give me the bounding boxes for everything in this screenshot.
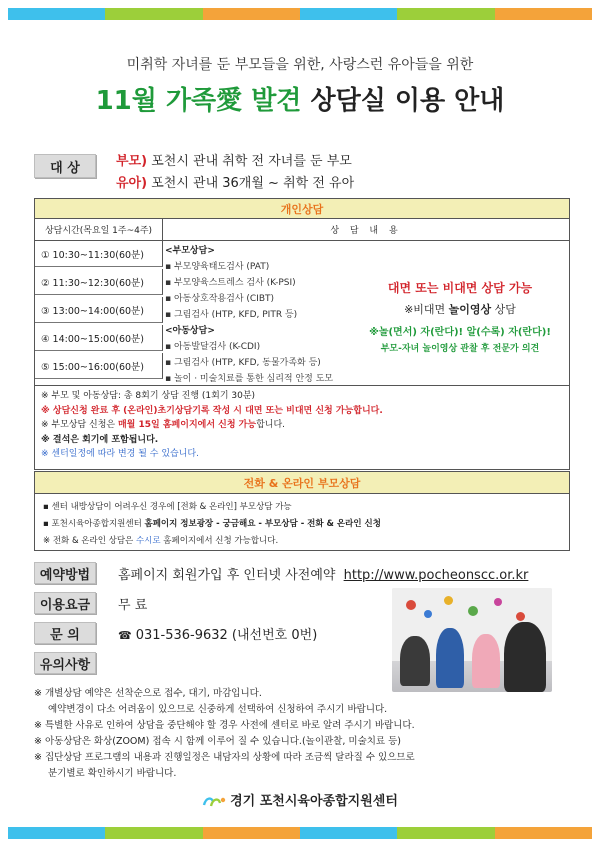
reserve-row — [34, 562, 528, 584]
caution-item: 분기별로 확인하시기 바랍니다. — [48, 768, 177, 779]
service-item: ▪ 부모양육스트레스 검사 (K-PSI) — [165, 278, 296, 288]
paint-handprint — [444, 596, 453, 605]
online-counseling-heading: 전화 & 온라인 부모상담 — [35, 472, 569, 494]
target-child-line — [116, 172, 354, 191]
nonface-pre: ※비대면 — [404, 303, 449, 316]
contact-label: 문 의 — [34, 622, 96, 644]
note-monthly-post: 합니다. — [256, 420, 286, 430]
time-slot-5: ⑤ 15:00~16:00(60분) — [35, 353, 163, 379]
color-segment — [397, 8, 494, 20]
note-absence: ※ 결석은 회기에 포함됩니다. — [41, 434, 159, 445]
color-segment — [8, 8, 105, 20]
color-segment — [397, 827, 494, 839]
reserve-value — [118, 564, 528, 583]
paint-handprint — [468, 606, 478, 616]
child-figure — [436, 628, 464, 688]
note-monthly-pre: ※ 부모상담 신청은 — [41, 420, 118, 430]
time-slot-4: ④ 14:00~15:00(60분) — [35, 325, 163, 351]
color-segment — [203, 8, 300, 20]
fee-row — [34, 592, 147, 614]
individual-counseling-heading: 개인상담 — [35, 199, 569, 219]
target-parent-text: 포천시 관내 취학 전 자녀를 둔 부모 — [151, 154, 352, 169]
column-header-content: 상 담 내 용 — [163, 219, 569, 241]
contact-text: 031-536-9632 (내선번호 0번) — [135, 627, 318, 643]
online-line-3-post: 홈페이지에서 신청 가능합니다. — [160, 536, 279, 546]
note-schedule-change: ※ 센터일정에 따라 변경 될 수 있습니다. — [41, 449, 199, 459]
title-part-black: 상담실 이용 안내 — [310, 86, 505, 116]
note-sessions: ※ 부모 및 아동상담: 총 8회기 상담 진행 (1회기 30분) — [41, 391, 256, 401]
caution-item: 예약변경이 다소 어려움이 있으므로 신중하게 선택하여 신청하여 주시기 바랍니다. — [48, 704, 388, 715]
target-child-who: 유아) — [116, 176, 148, 191]
bottom-color-bar — [8, 827, 592, 839]
reserve-text: 홈페이지 회원가입 후 인터넷 사전예약 — [118, 567, 336, 583]
caution-item: ※ 집단상담 프로그램의 내용과 진행일정은 내담자의 상황에 따라 조금씩 달라질 수 있으므로 — [34, 752, 415, 763]
child-figure — [400, 636, 430, 686]
color-segment — [8, 827, 105, 839]
online-line-3-pre: ※ 전화 & 온라인 상담은 — [43, 536, 136, 546]
note-monthly-red: 매월 15일 홈페이지에서 신청 가능 — [117, 420, 257, 430]
caution-row — [34, 652, 96, 674]
contact-row — [34, 622, 317, 644]
note-monthly — [41, 418, 563, 433]
fee-label: 이용요금 — [34, 592, 96, 614]
paint-handprint — [516, 612, 525, 621]
online-line-2-path: 홈페이지 정보광장 - 궁금해요 - 부모상담 - 전화 & 온라인 신청 — [144, 519, 381, 529]
color-segment — [203, 827, 300, 839]
paint-handprint — [494, 598, 502, 606]
nonface-bold: 놀이영상 — [448, 303, 492, 316]
top-color-bar — [8, 8, 592, 20]
online-line-3-blue: 수시로 — [135, 536, 161, 546]
caution-item: ※ 아동상담은 화상(ZOOM) 접속 시 함께 이루어 질 수 있습니다.(놀이관찰, 미술치료 등) — [34, 736, 402, 747]
title-part-green: 11월 가족愛 발견 — [95, 86, 302, 116]
service-item: ▪ 아동상호작용검사 (CIBT) — [165, 294, 275, 304]
time-slot-3: ③ 13:00~14:00(60분) — [35, 297, 163, 323]
adult-figure — [504, 622, 546, 692]
homepage-link[interactable]: http://www.pocheonscc.or.kr — [343, 567, 529, 583]
individual-counseling-panel — [34, 198, 570, 470]
paint-handprint — [424, 610, 432, 618]
mode-available-text: 대면 또는 비대면 상담 가능 — [387, 281, 533, 295]
fee-value: 무 료 — [118, 597, 148, 613]
target-parent-who: 부모) — [116, 154, 148, 169]
nonface-video-text — [355, 301, 565, 317]
footer-org — [0, 790, 600, 809]
paint-handprint — [406, 600, 416, 610]
service-item: ▪ 그림검사 (HTP, KFD, 동물가족화 등) — [165, 358, 321, 368]
color-segment — [300, 827, 397, 839]
color-segment — [495, 827, 592, 839]
subtitle: 미취학 자녀를 둔 부모들을 위한, 사랑스런 유아들을 위한 — [126, 57, 474, 73]
column-header-time: 상담시간(목요일 1주~4주) — [35, 219, 163, 241]
reserve-label: 예약방법 — [34, 562, 96, 584]
contact-value — [118, 624, 317, 643]
online-counseling-panel — [34, 471, 570, 551]
service-item: ▪ 놀이 · 미술치료를 통한 심리적 안정 도모 — [165, 374, 334, 384]
color-segment — [105, 827, 202, 839]
online-line-2 — [43, 516, 561, 533]
target-parent-line — [116, 150, 352, 169]
footer-org-name: 경기 포천시육아종합지원센터 — [230, 794, 398, 809]
page-title — [0, 80, 600, 117]
caution-item: ※ 개별상담 예약은 선착순으로 접수, 대기, 마감입니다. — [34, 688, 262, 699]
service-item: ▪ 그림검사 (HTP, KFD, PITR 등) — [165, 310, 298, 320]
service-item: ▪ 아동발달검사 (K-CDI) — [165, 342, 261, 352]
online-line-2-pre: ▪ 포천시육아종합지원센터 — [43, 519, 145, 529]
caution-item: ※ 특별한 사유로 인하여 상담을 중단해야 할 경우 사전에 센터로 바로 알려 주시기 바랍니다. — [34, 720, 415, 731]
nonface-post: 상담 — [491, 303, 516, 316]
online-line-3 — [43, 533, 561, 550]
child-figure — [472, 634, 500, 688]
target-child-text: 포천시 관내 36개월 ~ 취학 전 유아 — [151, 176, 355, 191]
time-slot-1: ① 10:30~11:30(60분) — [35, 241, 163, 267]
caution-list — [34, 686, 574, 782]
center-logo-icon — [202, 795, 226, 809]
children-painting-photo — [392, 588, 552, 692]
caution-label: 유의사항 — [34, 652, 96, 674]
color-segment — [300, 8, 397, 20]
online-line-1: ▪ 센터 내방상담이 어려우신 경우에 [전화 & 온라인] 부모상담 가능 — [43, 502, 292, 512]
service-group-child: <아동상담> — [165, 326, 215, 336]
note-application: ※ 상담신청 완료 후 (온라인)초기상담기록 작성 시 대면 또는 비대면 신청 가능합니다. — [41, 405, 383, 416]
target-label: 대 상 — [34, 154, 96, 178]
expert-opinion-text: 부모-자녀 놀이영상 관찰 후 전문가 의견 — [380, 344, 540, 354]
color-segment — [495, 8, 592, 20]
service-item: ▪ 부모양육태도검사 (PAT) — [165, 262, 270, 272]
individual-notes — [35, 385, 569, 465]
phone-icon: ☎ — [118, 628, 132, 642]
slogan-text: ※놀(면서) 자(란다)! 알(수록) 자(란다)! — [369, 327, 551, 338]
time-slot-2: ② 11:30~12:30(60분) — [35, 269, 163, 295]
color-segment — [105, 8, 202, 20]
service-group-parent: <부모상담> — [165, 246, 215, 256]
